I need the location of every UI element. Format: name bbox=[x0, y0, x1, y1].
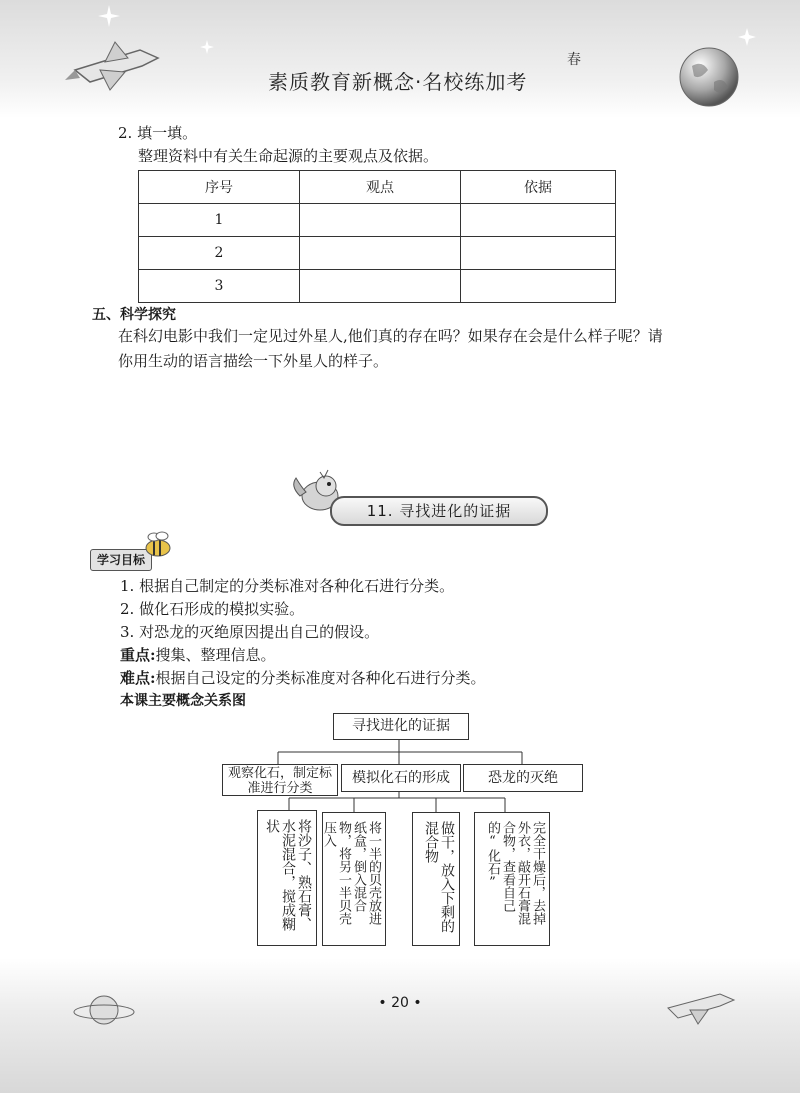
learning-goals-tag: 学习目标 bbox=[90, 549, 152, 571]
concept-branch: 观察化石，制定标准进行分类 bbox=[222, 764, 338, 796]
concept-leaf: 完全干燥后，去掉外衣，敲开石膏混合物，查看自己的“化石” bbox=[474, 812, 550, 946]
inquiry-heading: 五、科学探究 bbox=[92, 307, 176, 323]
inquiry-text-line1: 在科幻电影中我们一定见过外星人,他们真的存在吗？如果存在会是什么样子呢？请 bbox=[118, 327, 663, 345]
goal-item: 3. 对恐龙的灭绝原因提出自己的假设。 bbox=[120, 623, 380, 641]
concept-root: 寻找进化的证据 bbox=[333, 713, 469, 740]
concept-leaf: 将沙子、熟石膏、水泥混合，搅成糊状 bbox=[257, 810, 317, 946]
table-cell: 1 bbox=[139, 204, 300, 237]
column-header: 观点 bbox=[300, 171, 461, 204]
concept-leaf: 做干，放入下剩的混合物 bbox=[412, 812, 460, 946]
table-cell: 3 bbox=[139, 270, 300, 303]
chapter-title: 11. 寻找进化的证据 bbox=[330, 496, 548, 526]
concept-branch: 恐龙的灭绝 bbox=[463, 764, 583, 792]
concept-leaf: 将一半的贝壳放进纸盒，倒入混合物，将另一半贝壳压入 bbox=[322, 812, 386, 946]
goal-item: 2. 做化石形成的模拟实验。 bbox=[120, 600, 305, 618]
concept-branch: 模拟化石的形成 bbox=[341, 764, 461, 792]
concept-map-heading: 本课主要概念关系图 bbox=[120, 693, 246, 709]
column-header: 依据 bbox=[461, 171, 616, 204]
inquiry-text-line2: 你用生动的语言描绘一下外星人的样子。 bbox=[118, 352, 389, 370]
space-shuttle-icon bbox=[664, 984, 736, 1028]
planet-icon bbox=[72, 990, 136, 1030]
book-title: 素质教育新概念·名校练加考 bbox=[268, 70, 528, 94]
season-label: 春 bbox=[567, 52, 581, 68]
difficult-point-text: 根据自己设定的分类标准度对各种化石进行分类。 bbox=[155, 669, 486, 687]
fill-in-heading: 2. 填一填。 bbox=[118, 124, 198, 142]
page-number: • 20 • bbox=[378, 995, 422, 1011]
goal-item: 1. 根据自己制定的分类标准对各种化石进行分类。 bbox=[120, 577, 455, 595]
key-point-label: 重点: bbox=[120, 646, 156, 664]
key-point-text: 搜集、整理信息。 bbox=[155, 646, 276, 664]
table-cell: 2 bbox=[139, 237, 300, 270]
difficult-point-label: 难点: bbox=[120, 669, 156, 687]
fill-in-instruction: 整理资料中有关生命起源的主要观点及依据。 bbox=[138, 147, 439, 165]
column-header: 序号 bbox=[139, 171, 300, 204]
